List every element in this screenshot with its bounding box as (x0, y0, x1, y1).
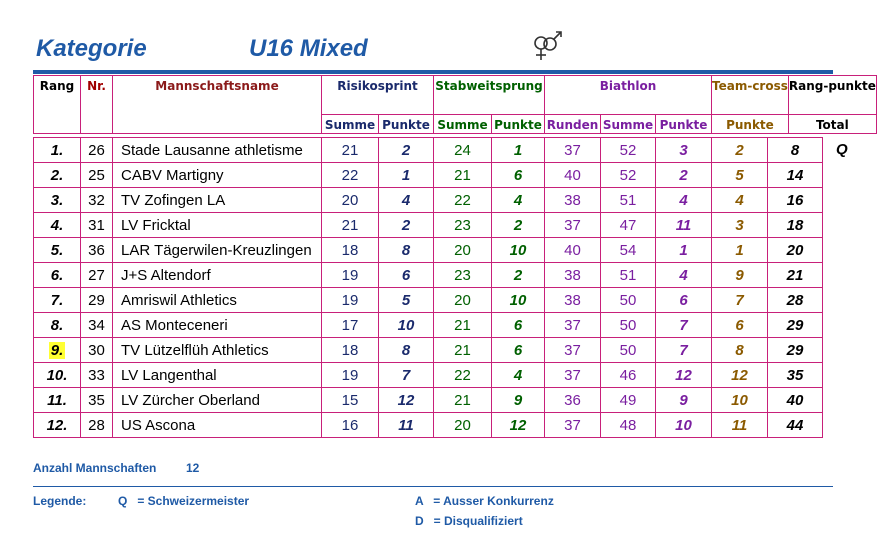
row-biathlon-punkte: 10 (656, 413, 712, 438)
row-rang: 11. (34, 388, 81, 413)
legend-label: Legende: (33, 494, 87, 508)
row-biathlon-summe: 51 (601, 263, 656, 288)
row-teamcross-punkte: 6 (712, 313, 768, 338)
row-nr: 28 (81, 413, 113, 438)
row-risiko-punkte: 4 (379, 188, 434, 213)
row-biathlon-runden: 40 (545, 163, 601, 188)
row-risiko-punkte: 8 (379, 238, 434, 263)
row-risiko-summe: 19 (322, 263, 379, 288)
table-row (34, 363, 823, 388)
row-biathlon-runden: 37 (545, 138, 601, 163)
highlighted-rank: 9. (50, 341, 64, 359)
results-table-header (33, 75, 877, 134)
row-total: 21 (768, 263, 823, 288)
subheader-biathlon-summe: Summe (601, 115, 656, 134)
row-risiko-punkte: 2 (379, 213, 434, 238)
row-team-name: Amriswil Athletics (113, 288, 322, 313)
row-teamcross-punkte: 4 (712, 188, 768, 213)
row-stab-punkte: 9 (492, 388, 545, 413)
row-nr: 30 (81, 338, 113, 363)
row-biathlon-runden: 37 (545, 338, 601, 363)
row-total: 44 (768, 413, 823, 438)
row-stab-punkte: 4 (492, 363, 545, 388)
row-biathlon-punkte: 6 (656, 288, 712, 313)
row-team-name: J+S Altendorf (113, 263, 322, 288)
row-biathlon-punkte: 11 (656, 213, 712, 238)
row-biathlon-runden: 38 (545, 263, 601, 288)
title-label: Kategorie (36, 35, 147, 62)
row-total: 29 (768, 338, 823, 363)
header-biathlon: Biathlon (545, 76, 712, 115)
male-female-symbol-icon (526, 27, 570, 67)
table-row (34, 238, 823, 263)
row-total: 18 (768, 213, 823, 238)
row-nr: 35 (81, 388, 113, 413)
row-rang: 1. (34, 138, 81, 163)
table-row (34, 163, 823, 188)
row-teamcross-punkte: 7 (712, 288, 768, 313)
row-risiko-punkte: 8 (379, 338, 434, 363)
row-teamcross-punkte: 2 (712, 138, 768, 163)
header-nr: Nr. (81, 76, 113, 134)
row-risiko-summe: 18 (322, 238, 379, 263)
row-team-name: LV Fricktal (113, 213, 322, 238)
row-risiko-summe: 17 (322, 313, 379, 338)
row-biathlon-summe: 48 (601, 413, 656, 438)
row-biathlon-summe: 51 (601, 188, 656, 213)
team-count-value: 12 (186, 461, 200, 475)
row-stab-punkte: 12 (492, 413, 545, 438)
row-teamcross-punkte: 12 (712, 363, 768, 388)
subheader-risiko-summe: Summe (322, 115, 379, 134)
row-rang: 12. (34, 413, 81, 438)
row-total: 16 (768, 188, 823, 213)
row-rang: 5. (34, 238, 81, 263)
row-biathlon-punkte: 2 (656, 163, 712, 188)
subheader-stab-punkte: Punkte (492, 115, 545, 134)
row-biathlon-runden: 38 (545, 288, 601, 313)
row-risiko-summe: 16 (322, 413, 379, 438)
row-teamcross-punkte: 8 (712, 338, 768, 363)
row-biathlon-punkte: 7 (656, 338, 712, 363)
title-divider (33, 70, 833, 74)
row-biathlon-punkte: 3 (656, 138, 712, 163)
row-total: 40 (768, 388, 823, 413)
subheader-total: Total (788, 115, 876, 134)
row-stab-punkte: 6 (492, 163, 545, 188)
row-biathlon-runden: 40 (545, 238, 601, 263)
row-total: 20 (768, 238, 823, 263)
qualifier-mark: Q (836, 141, 848, 158)
row-stab-summe: 24 (434, 138, 492, 163)
row-risiko-summe: 19 (322, 363, 379, 388)
row-biathlon-summe: 46 (601, 363, 656, 388)
row-biathlon-summe: 49 (601, 388, 656, 413)
table-row (34, 263, 823, 288)
legend-q: Q = Schweizermeister (118, 494, 250, 508)
row-stab-summe: 22 (434, 188, 492, 213)
row-team-name: CABV Martigny (113, 163, 322, 188)
row-biathlon-runden: 37 (545, 213, 601, 238)
row-stab-summe: 21 (434, 163, 492, 188)
row-team-name: TV Zofingen LA (113, 188, 322, 213)
header-risikosprint: Risikosprint (322, 76, 434, 115)
row-stab-punkte: 10 (492, 288, 545, 313)
row-rang: 4. (34, 213, 81, 238)
row-stab-summe: 21 (434, 313, 492, 338)
row-stab-summe: 23 (434, 213, 492, 238)
row-total: 14 (768, 163, 823, 188)
row-biathlon-punkte: 1 (656, 238, 712, 263)
row-biathlon-summe: 54 (601, 238, 656, 263)
row-risiko-summe: 15 (322, 388, 379, 413)
row-nr: 36 (81, 238, 113, 263)
row-teamcross-punkte: 5 (712, 163, 768, 188)
row-risiko-punkte: 2 (379, 138, 434, 163)
row-teamcross-punkte: 9 (712, 263, 768, 288)
row-team-name: AS Monteceneri (113, 313, 322, 338)
row-team-name: LV Zürcher Oberland (113, 388, 322, 413)
row-stab-summe: 20 (434, 288, 492, 313)
row-risiko-summe: 21 (322, 138, 379, 163)
row-risiko-punkte: 10 (379, 313, 434, 338)
row-biathlon-summe: 50 (601, 288, 656, 313)
row-rang: 10. (34, 363, 81, 388)
header-teamcross: Team-cross (712, 76, 789, 115)
row-teamcross-punkte: 10 (712, 388, 768, 413)
row-risiko-punkte: 7 (379, 363, 434, 388)
row-stab-punkte: 6 (492, 313, 545, 338)
row-risiko-summe: 18 (322, 338, 379, 363)
row-nr: 33 (81, 363, 113, 388)
row-biathlon-summe: 52 (601, 138, 656, 163)
subheader-risiko-punkte: Punkte (379, 115, 434, 134)
header-stabweitsprung: Stabweitsprung (434, 76, 545, 115)
row-stab-summe: 20 (434, 413, 492, 438)
table-row (34, 188, 823, 213)
table-row (34, 213, 823, 238)
row-rang: 6. (34, 263, 81, 288)
row-stab-punkte: 2 (492, 213, 545, 238)
row-risiko-punkte: 12 (379, 388, 434, 413)
table-row (34, 413, 823, 438)
row-risiko-punkte: 11 (379, 413, 434, 438)
row-risiko-summe: 19 (322, 288, 379, 313)
row-risiko-summe: 22 (322, 163, 379, 188)
row-stab-punkte: 2 (492, 263, 545, 288)
results-table (33, 137, 823, 438)
header-name: Mannschaftsname (113, 76, 322, 134)
row-biathlon-runden: 36 (545, 388, 601, 413)
row-stab-summe: 22 (434, 363, 492, 388)
header-rangpunkte: Rang-punkte (788, 76, 876, 115)
row-total: 28 (768, 288, 823, 313)
header-rang: Rang (34, 76, 81, 134)
row-rang (34, 338, 81, 363)
row-biathlon-runden: 37 (545, 413, 601, 438)
row-team-name: US Ascona (113, 413, 322, 438)
row-total: 35 (768, 363, 823, 388)
row-team-name: Stade Lausanne athletisme (113, 138, 322, 163)
row-stab-punkte: 10 (492, 238, 545, 263)
row-total: 29 (768, 313, 823, 338)
table-row (34, 288, 823, 313)
row-risiko-punkte: 1 (379, 163, 434, 188)
table-row (34, 338, 823, 363)
row-risiko-punkte: 6 (379, 263, 434, 288)
row-nr: 25 (81, 163, 113, 188)
row-rang: 3. (34, 188, 81, 213)
row-nr: 32 (81, 188, 113, 213)
row-risiko-punkte: 5 (379, 288, 434, 313)
table-row (34, 313, 823, 338)
subheader-biathlon-runden: Runden (545, 115, 601, 134)
row-biathlon-punkte: 12 (656, 363, 712, 388)
legend-a: A = Ausser Konkurrenz (415, 494, 554, 508)
subheader-stab-summe: Summe (434, 115, 492, 134)
row-biathlon-summe: 50 (601, 338, 656, 363)
row-biathlon-summe: 47 (601, 213, 656, 238)
row-teamcross-punkte: 1 (712, 238, 768, 263)
row-stab-summe: 21 (434, 388, 492, 413)
row-biathlon-punkte: 4 (656, 188, 712, 213)
row-biathlon-summe: 52 (601, 163, 656, 188)
row-stab-summe: 21 (434, 338, 492, 363)
row-teamcross-punkte: 11 (712, 413, 768, 438)
row-rang: 8. (34, 313, 81, 338)
footer-divider (33, 486, 833, 487)
row-biathlon-punkte: 4 (656, 263, 712, 288)
row-nr: 27 (81, 263, 113, 288)
row-team-name: LAR Tägerwilen-Kreuzlingen (113, 238, 322, 263)
row-nr: 29 (81, 288, 113, 313)
row-biathlon-runden: 37 (545, 363, 601, 388)
table-row (34, 138, 823, 163)
row-stab-punkte: 6 (492, 338, 545, 363)
row-stab-punkte: 1 (492, 138, 545, 163)
table-row (34, 388, 823, 413)
subheader-biathlon-punkte: Punkte (656, 115, 712, 134)
row-nr: 26 (81, 138, 113, 163)
row-biathlon-runden: 38 (545, 188, 601, 213)
row-biathlon-punkte: 7 (656, 313, 712, 338)
row-nr: 31 (81, 213, 113, 238)
category-title: U16 Mixed (249, 35, 368, 62)
team-count-label: Anzahl Mannschaften (33, 461, 157, 475)
row-biathlon-punkte: 9 (656, 388, 712, 413)
row-risiko-summe: 21 (322, 213, 379, 238)
row-total: 8 (768, 138, 823, 163)
row-biathlon-summe: 50 (601, 313, 656, 338)
row-rang: 7. (34, 288, 81, 313)
row-stab-punkte: 4 (492, 188, 545, 213)
row-nr: 34 (81, 313, 113, 338)
row-risiko-summe: 20 (322, 188, 379, 213)
row-biathlon-runden: 37 (545, 313, 601, 338)
title-row (36, 33, 836, 67)
row-stab-summe: 20 (434, 238, 492, 263)
row-team-name: LV Langenthal (113, 363, 322, 388)
row-rang: 2. (34, 163, 81, 188)
row-team-name: TV Lützelflüh Athletics (113, 338, 322, 363)
row-teamcross-punkte: 3 (712, 213, 768, 238)
row-stab-summe: 23 (434, 263, 492, 288)
subheader-teamcross-punkte: Punkte (712, 115, 789, 134)
legend-d: D = Disqualifiziert (415, 514, 523, 528)
